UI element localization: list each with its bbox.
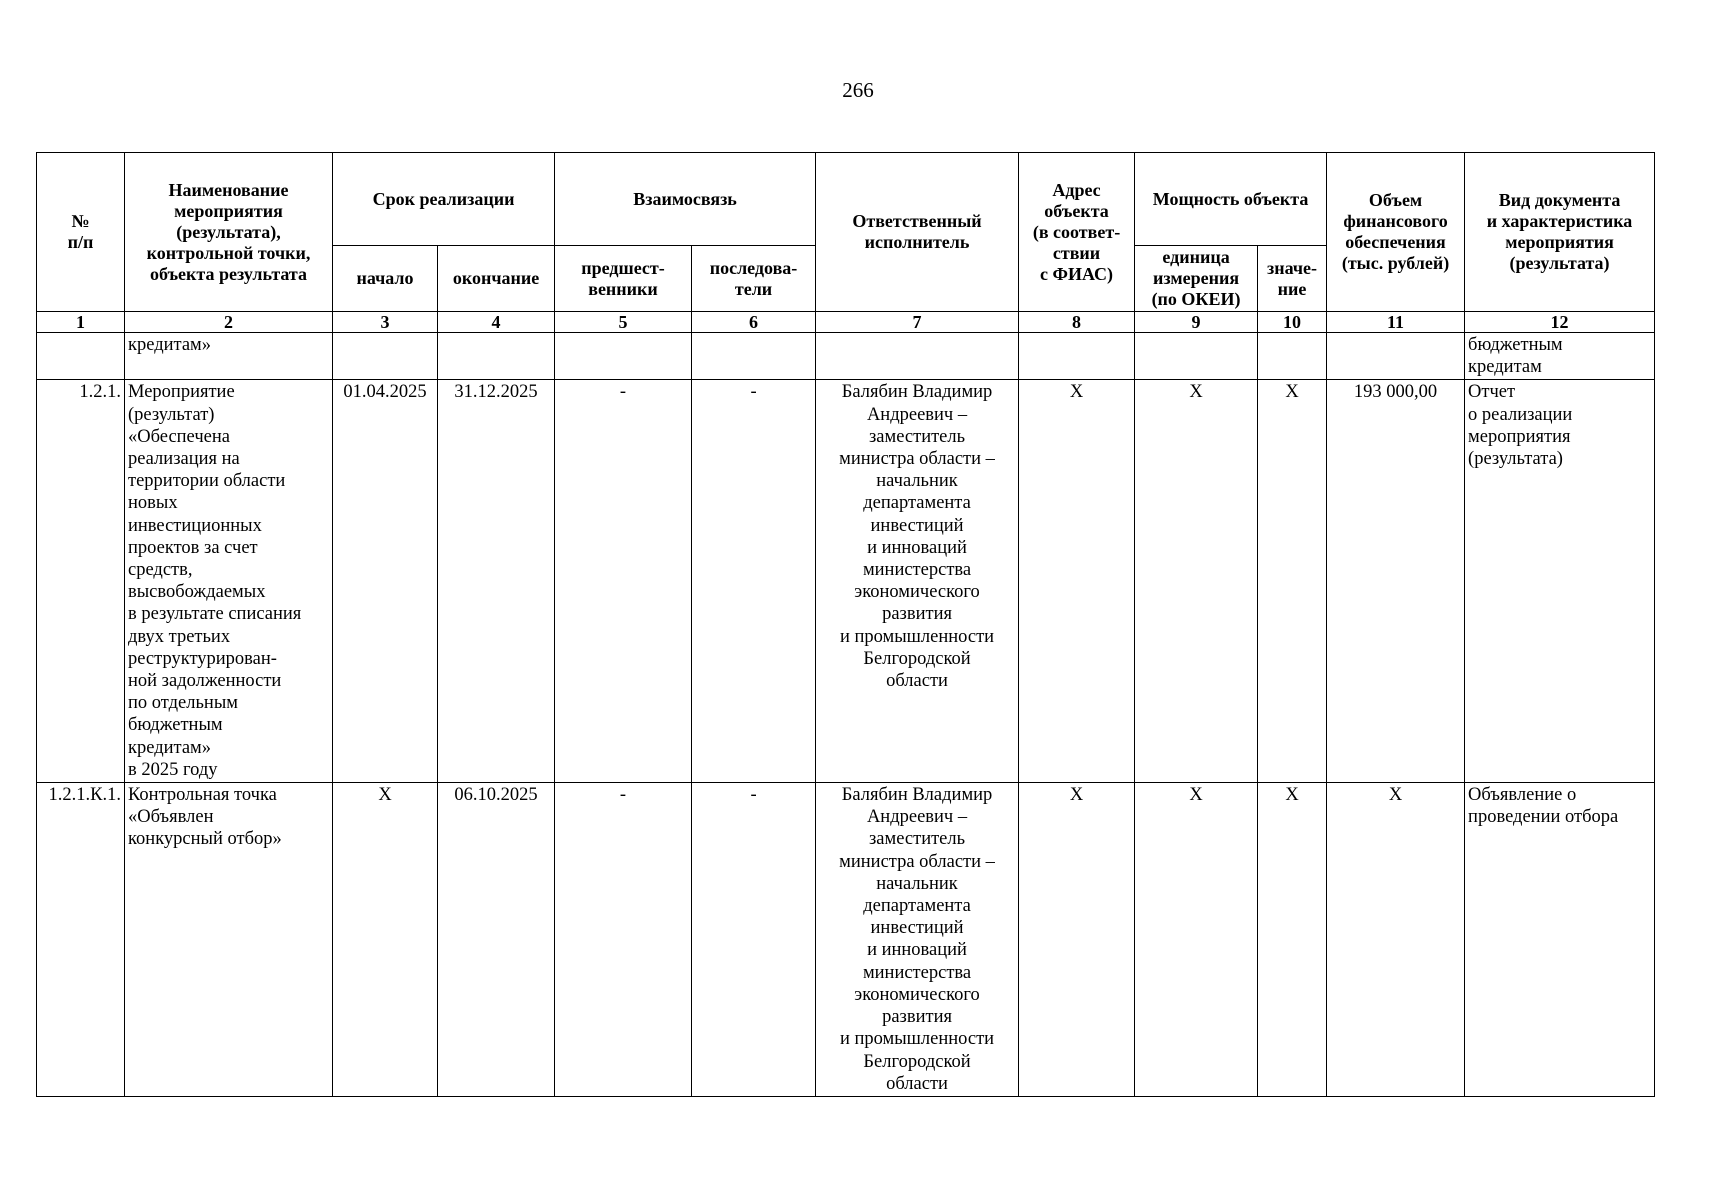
row-next [692, 333, 816, 380]
column-number: 6 [692, 312, 816, 333]
row-name: Контрольная точка «Объявлен конкурсный отбор» [125, 783, 333, 1097]
row-start: 01.04.2025 [333, 380, 438, 783]
column-number: 10 [1258, 312, 1327, 333]
column-number: 3 [333, 312, 438, 333]
header-address: Адрес объекта (в соответ- ствии с ФИАС) [1019, 153, 1135, 312]
column-number: 11 [1327, 312, 1465, 333]
row-unit [1135, 333, 1258, 380]
row-responsible [816, 333, 1019, 380]
header-capacity: Мощность объекта [1135, 153, 1327, 246]
header-document: Вид документа и характеристика мероприятия (результата) [1465, 153, 1655, 312]
row-name: Мероприятие (результат) «Обеспечена реализация на территории области новых инвестиционных проектов за счет средств, высвобождаемых в результате списания двух третьих реструктурирован- ной задолженности по отдельным бюджетным кредитам» в 2025 году [125, 380, 333, 783]
column-number: 7 [816, 312, 1019, 333]
row-document: Отчет о реализации мероприятия (результата) [1465, 380, 1655, 783]
row-num [37, 333, 125, 380]
row-start [333, 333, 438, 380]
column-number: 8 [1019, 312, 1135, 333]
row-address: X [1019, 783, 1135, 1097]
column-number: 2 [125, 312, 333, 333]
row-address: X [1019, 380, 1135, 783]
header-term-start: начало [333, 246, 438, 312]
row-unit: X [1135, 380, 1258, 783]
table-row [37, 783, 1655, 1097]
column-number: 1 [37, 312, 125, 333]
row-value: X [1258, 783, 1327, 1097]
table-header [37, 153, 1655, 333]
header-link-prev: предшест- венники [555, 246, 692, 312]
row-name: кредитам» [125, 333, 333, 380]
page-number: 266 [842, 78, 874, 102]
row-start: X [333, 783, 438, 1097]
column-number: 12 [1465, 312, 1655, 333]
row-value [1258, 333, 1327, 380]
row-document: бюджетным кредитам [1465, 333, 1655, 380]
table-row [37, 380, 1655, 783]
row-document: Объявление о проведении отбора [1465, 783, 1655, 1097]
row-address [1019, 333, 1135, 380]
row-prev [555, 333, 692, 380]
row-end: 06.10.2025 [438, 783, 555, 1097]
header-term-end: окончание [438, 246, 555, 312]
header-name: Наименование мероприятия (результата), контрольной точки, объекта результата [125, 153, 333, 312]
row-num: 1.2.1. [37, 380, 125, 783]
column-number: 4 [438, 312, 555, 333]
row-num: 1.2.1.К.1. [37, 783, 125, 1097]
row-responsible: Балябин Владимир Андреевич – заместитель министра области – начальник департамента инвестиций и инноваций министерства экономического развития и промышленности Белгородской области [816, 783, 1019, 1097]
row-finance: X [1327, 783, 1465, 1097]
row-end: 31.12.2025 [438, 380, 555, 783]
row-prev: - [555, 783, 692, 1097]
header-responsible: Ответственный исполнитель [816, 153, 1019, 312]
column-number: 9 [1135, 312, 1258, 333]
row-prev: - [555, 380, 692, 783]
header-num: № п/п [37, 153, 125, 312]
row-responsible: Балябин Владимир Андреевич – заместитель министра области – начальник департамента инвестиций и инноваций министерства экономического развития и промышленности Белгородской области [816, 380, 1019, 783]
header-capacity-unit: единица измерения (по ОКЕИ) [1135, 246, 1258, 312]
header-finance: Объем финансового обеспечения (тыс. рублей) [1327, 153, 1465, 312]
row-end [438, 333, 555, 380]
header-term: Срок реализации [333, 153, 555, 246]
column-number: 5 [555, 312, 692, 333]
plan-table [36, 152, 1655, 1097]
row-finance [1327, 333, 1465, 380]
row-value: X [1258, 380, 1327, 783]
table-row [37, 333, 1655, 380]
row-finance: 193 000,00 [1327, 380, 1465, 783]
header-capacity-value: значе- ние [1258, 246, 1327, 312]
row-next: - [692, 380, 816, 783]
row-unit: X [1135, 783, 1258, 1097]
header-link-next: последова- тели [692, 246, 816, 312]
header-link: Взаимосвязь [555, 153, 816, 246]
row-next: - [692, 783, 816, 1097]
